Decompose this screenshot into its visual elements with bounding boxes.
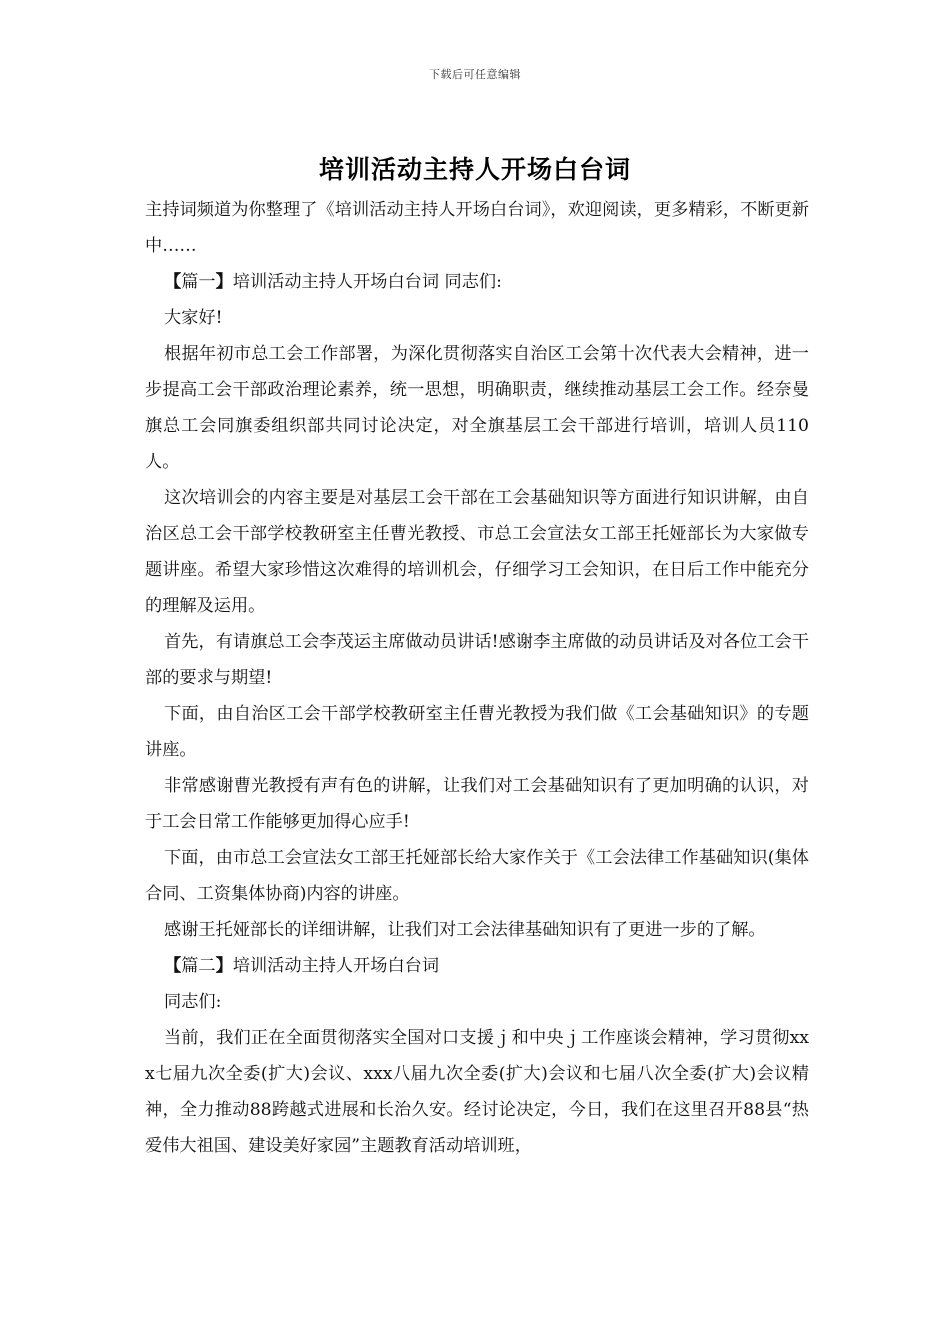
section-heading-1 bbox=[145, 264, 809, 300]
section-label: 篇一 bbox=[181, 272, 216, 292]
section-heading-text: 培训活动主持人开场白台词 同志们: bbox=[232, 272, 502, 292]
section-heading-text: 培训活动主持人开场白台词 bbox=[232, 956, 440, 976]
header-note: 下载后可任意编辑 bbox=[429, 68, 521, 81]
body-paragraph: 同志们: bbox=[164, 992, 222, 1012]
body-paragraph: 感谢王托娅部长的详细讲解，让我们对工会法律基础知识有了更进一步的了解。 bbox=[164, 920, 766, 940]
body-paragraph: 下面，由市总工会宣法女工部王托娅部长给大家作关于《工会法律工作基础知识(集体合同、工资集体协商)内容的讲座。 bbox=[145, 848, 809, 904]
section-bracket-close: 】 bbox=[215, 272, 233, 292]
section-bracket-close: 】 bbox=[215, 956, 233, 976]
body-paragraph: 当前，我们正在全面贯彻落实全国对口支援ｊ和中央ｊ工作座谈会精神，学习贯彻xxx七届九次全委(扩大)会议、xxx八届九次全委(扩大)会议和七届八次全委(扩大)会议精神，全力推动88跨越式进展和长治久安。经讨论决定，今日，我们在这里召开88县“热爱伟大祖国、建设美好家园”主题教育活动培训班， bbox=[145, 1028, 809, 1156]
body-paragraph: 大家好! bbox=[164, 308, 223, 328]
section-bracket-open: 【 bbox=[164, 272, 182, 292]
intro-paragraph: 主持词频道为你整理了《培训活动主持人开场白台词》，欢迎阅读，更多精彩，不断更新中…… bbox=[145, 200, 809, 256]
body-paragraph: 非常感谢曹光教授有声有色的讲解，让我们对工会基础知识有了更加明确的认识，对于工会日常工作能够更加得心应手! bbox=[145, 776, 809, 832]
body-paragraph: 这次培训会的内容主要是对基层工会干部在工会基础知识等方面进行知识讲解，由自治区总工会干部学校教研室主任曹光教授、市总工会宣法女工部王托娅部长为大家做专题讲座。希望大家珍惜这次难得的培训机会，仔细学习工会知识，在日后工作中能充分的理解及运用。 bbox=[145, 488, 809, 616]
section-label: 篇二 bbox=[181, 956, 216, 976]
section-bracket-open: 【 bbox=[164, 956, 182, 976]
document-title: 培训活动主持人开场白台词 bbox=[318, 155, 631, 184]
body-paragraph: 下面，由自治区工会干部学校教研室主任曹光教授为我们做《工会基础知识》的专题讲座。 bbox=[145, 704, 809, 760]
body-paragraph: 首先，有请旗总工会李茂运主席做动员讲话!感谢李主席做的动员讲话及对各位工会干部的要求与期望! bbox=[145, 632, 809, 688]
section-heading-2 bbox=[145, 948, 809, 984]
document-body bbox=[145, 192, 809, 1164]
body-paragraph: 根据年初市总工会工作部署，为深化贯彻落实自治区工会第十次代表大会精神，进一步提高工会干部政治理论素养，统一思想，明确职责，继续推动基层工会工作。经奈曼旗总工会同旗委组织部共同讨论决定，对全旗基层工会干部进行培训，培训人员110人。 bbox=[145, 344, 809, 472]
